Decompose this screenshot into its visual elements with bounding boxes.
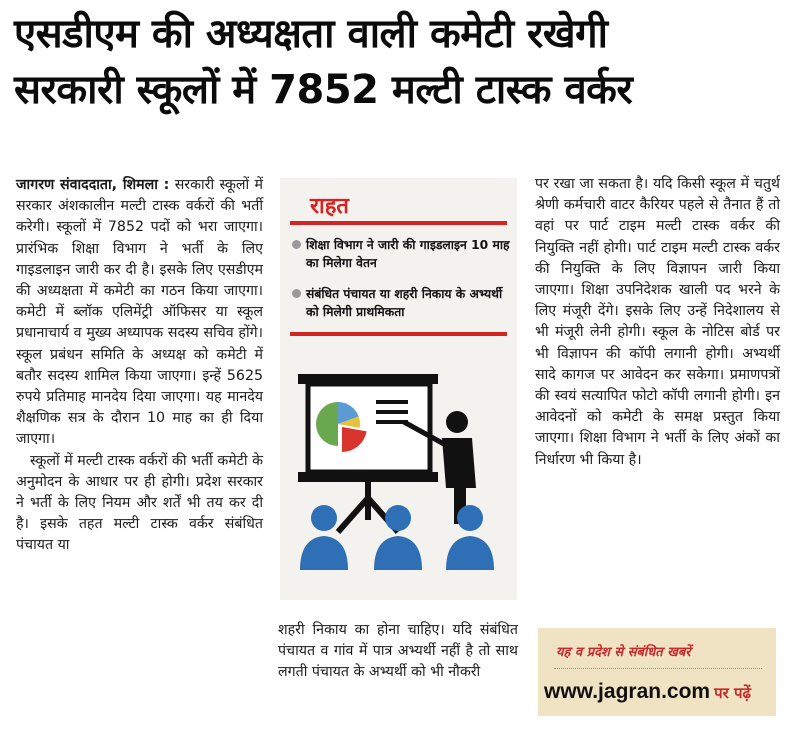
info-bullet-1 [292,236,510,272]
info-box-bottom-rule [290,332,507,336]
byline: जागरण संवाददाता, शिमला : [16,177,170,193]
article-column-1 [16,175,263,557]
article-column-3 [535,174,780,471]
audience-head [457,505,483,531]
audience [300,505,494,570]
headline-line-2: सरकारी स्कूलों में 7852 मल्टी टास्क वर्कर [14,67,633,113]
promo-link[interactable] [544,680,770,704]
promo-text: यह व प्रदेश से संबंधित खबरें [556,645,691,660]
column-2-text: शहरी निकाय का होना चाहिए। यदि संबंधित पंचायत व गांव में पात्र अभ्यर्थी नहीं है तो साथ लगती पंचायत के अभ्यर्थी को भी नौकरी [278,622,518,681]
article-paragraph-1 [16,175,263,451]
presentation-illustration [280,348,517,600]
info-bullet-1-text: शिक्षा विभाग ने जारी की गाइडलाइन 10 माह का मिलेगा वेतन [306,238,510,270]
bullet-dot-icon [292,289,301,298]
audience-body [446,536,494,570]
board-text-line [376,400,408,404]
board-bottom-rail [298,472,438,482]
bullet-dot-icon [292,240,301,249]
audience-head [311,505,337,531]
audience-body [300,536,348,570]
board-text-line [376,420,408,424]
info-box [280,178,517,600]
audience-head [385,505,411,531]
promo-divider [554,668,762,669]
column-3-text: पर रखा जा सकता है। यदि किसी स्कूल में चतुर्थ श्रेणी कर्मचारी वाटर कैरियर पहले से तैनात हैं तो वहां पर पार्ट टाइम मल्टी टास्क वर्कर की नियुक्ति नहीं होगी। पार्ट टाइम मल्टी टास्क वर्कर की नियुक्ति के लिए विज्ञापन जारी किया जाएगा। शिक्षा उपनिदेशक खाली पद भरने के लिए मंजूरी देंगे। इसके लिए उन्हें निदेशालय से भी मंजूरी लेनी होगी। स्कूल के नोटिस बोर्ड पर भी विज्ञापन की कॉपी लगानी होगी। अभ्यर्थी सादे कागज पर आवेदन कर सकेगा। प्रमाणपत्रों की स्वयं सत्यापित फोटो कॉपी लगानी होगी। इन आवेदनों को कमेटी के समक्ष प्रस्तुत किया जाएगा। शिक्षा विभाग ने भर्ती के लिए अंकों का निर्धारण भी किया है। [535,176,780,468]
article-paragraph-2: स्कूलों में मल्टी टास्क वर्करों की भर्ती कमेटी के अनुमोदन के आधार पर ही होगी। प्रदेश सरकार ने भर्ती के लिए नियम और शर्तें भी तय कर दी है। इसके तहत मल्टी टास्क वर्कर संबंधित पंचायत या [16,452,263,554]
info-bullet-2 [292,285,510,321]
headline [14,6,786,118]
read-on-text: पर पढ़ें [714,684,751,702]
headline-line-1: एसडीएम की अध्यक्षता वाली कमेटी रखेगी [14,11,608,57]
info-box-top-rule [290,221,507,225]
board-text-line [376,410,408,414]
promo-box[interactable] [538,628,776,716]
info-bullet-2-text: संबंधित पंचायत या शहरी निकाय के अभ्यर्थी को मिलेगी प्राथमिकता [306,287,503,319]
presenter-head [446,411,468,433]
info-box-title: राहत [310,194,349,219]
paragraph-1-text: सरकारी स्कूलों में सरकार अंशकालीन मल्टी टास्क वर्करों की भर्ती करेगी। स्कूलों में 7852 पदों को भरा जाएगा। प्रारंभिक शिक्षा विभाग ने भर्ती के लिए गाइडलाइन जारी कर दी है। इसके लिए एसडीएम की अध्यक्षता में कमेटी का गठन किया जाएगा। कमेटी में ब्लॉक एलिमेंट्री ऑफिसर या स्कूल प्रधानाचार्य व मुख्य अध्यापक सदस्य सचिव होंगे। स्कूल प्रबंधन समिति के अध्यक्ष को कमेटी में बतौर सदस्य शामिल किया जाएगा। इन्हें 5625 रुपये प्रतिमाह मानदेय दिया जाएगा। यह मानदेय शैक्षणिक सत्र के दौरान 10 माह का ही दिया जाएगा। [16,177,264,448]
article-column-2 [278,620,518,684]
website-link[interactable]: www.jagran.com [544,680,711,703]
board-stand-leg-left [338,498,368,532]
audience-body [374,536,422,570]
